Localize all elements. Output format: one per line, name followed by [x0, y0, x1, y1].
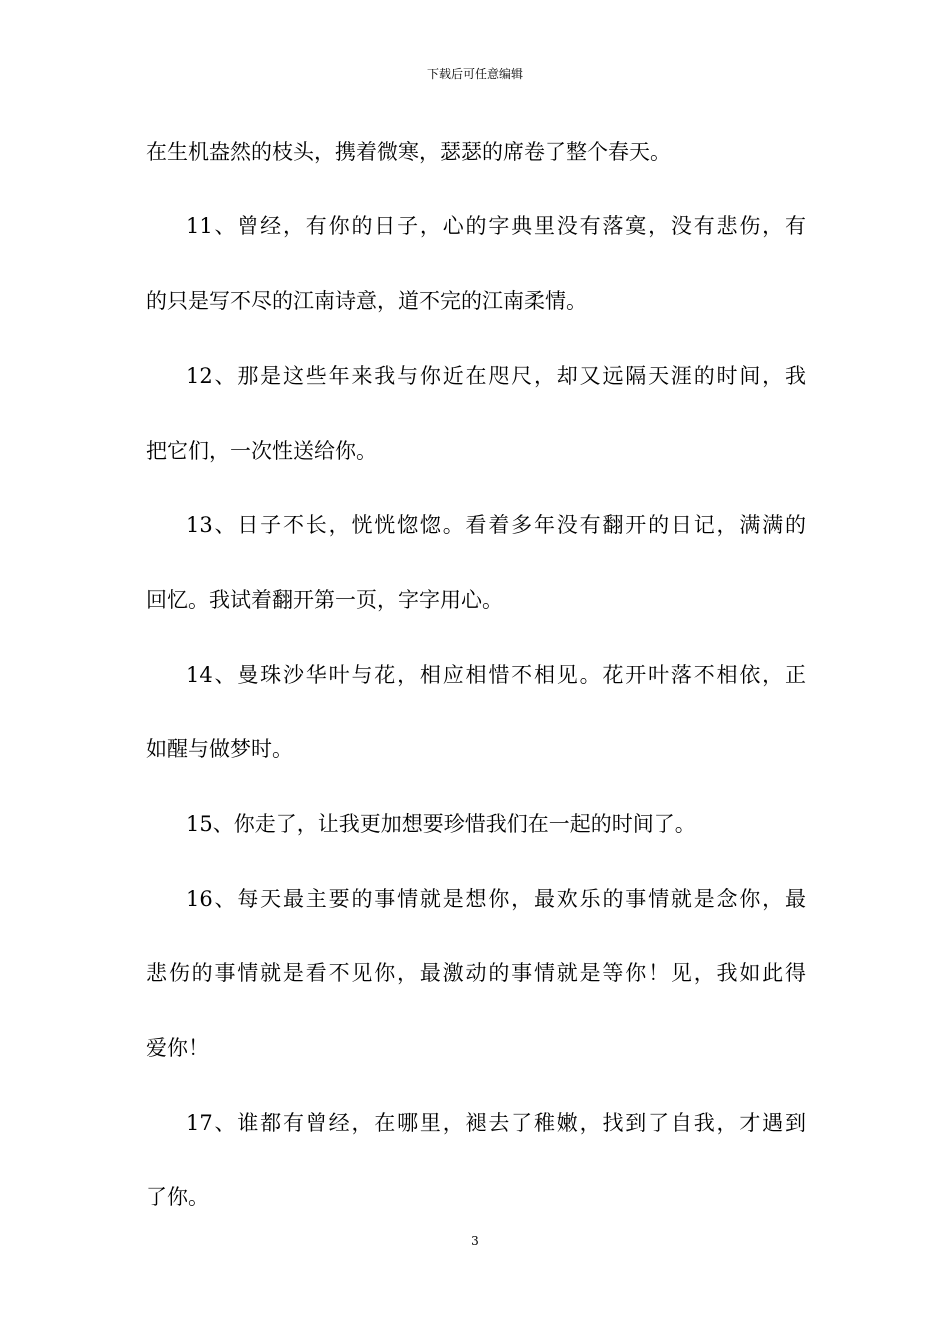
- text-line: 11、曾经，有你的日子，心的字典里没有落寞，没有悲伤，有: [186, 214, 806, 238]
- text-line: 回忆。我试着翻开第一页，字字用心。: [146, 588, 503, 612]
- page-number: 3: [471, 1234, 479, 1248]
- text-line: 16、每天最主要的事情就是想你，最欢乐的事情就是念你，最: [186, 887, 806, 911]
- text-line: 的只是写不尽的江南诗意，道不完的江南柔情。: [146, 289, 587, 313]
- text-line: 了你。: [146, 1185, 209, 1209]
- text-line: 15、你走了，让我更加想要珍惜我们在一起的时间了。: [186, 812, 696, 836]
- text-line: 14、曼珠沙华叶与花，相应相惜不相见。花开叶落不相依，正: [186, 663, 806, 687]
- text-line: 把它们，一次性送给你。: [146, 439, 377, 463]
- page-header: 下载后可任意编辑: [426, 67, 523, 81]
- text-line: 爱你！: [146, 1036, 209, 1060]
- text-line: 在生机盎然的枝头，携着微寒，瑟瑟的席卷了整个春天。: [146, 140, 671, 164]
- text-line: 悲伤的事情就是看不见你，最激动的事情就是等你！见，我如此得: [146, 961, 806, 985]
- text-line: 17、谁都有曾经，在哪里，褪去了稚嫩，找到了自我，才遇到: [186, 1111, 806, 1135]
- text-line: 12、那是这些年来我与你近在咫尺，却又远隔天涯的时间，我: [186, 364, 806, 388]
- text-line: 13、日子不长，恍恍惚惚。看着多年没有翻开的日记，满满的: [186, 513, 806, 537]
- text-line: 如醒与做梦时。: [146, 737, 293, 761]
